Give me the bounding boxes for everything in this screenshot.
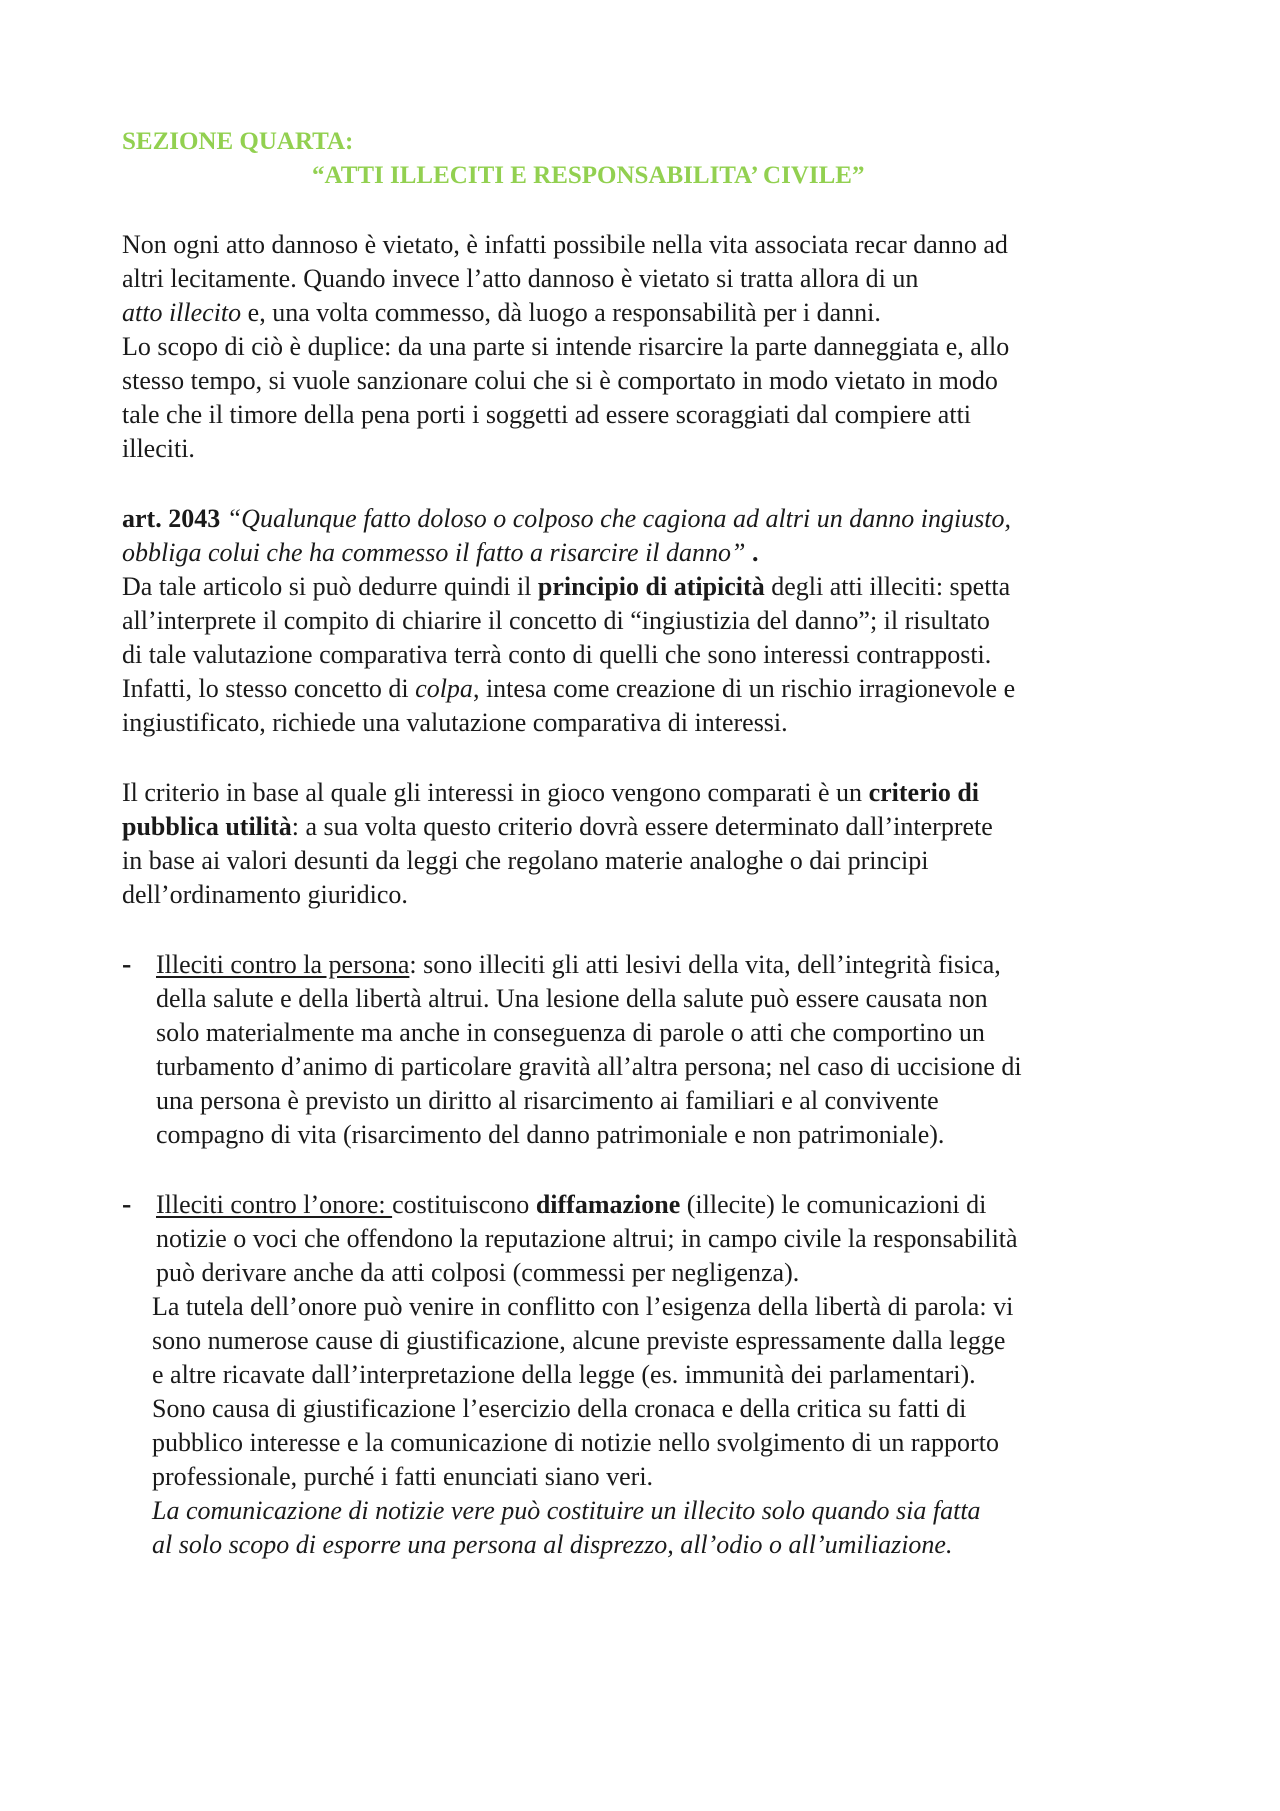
criterion-text: : a sua volta questo criterio dovrà essere determinato dall’interprete: [291, 812, 993, 841]
article-quote: obbliga colui che ha commesso il fatto a risarcire il danno”: [122, 538, 746, 567]
bullet-line: può derivare anche da atti colposi (commessi per negligenza).: [156, 1258, 800, 1287]
term-pubblica-utilita: pubblica utilità: [122, 812, 292, 841]
article-text: Infatti, lo stesso concetto di: [122, 674, 416, 703]
bullet-dash: -: [122, 949, 132, 980]
article-text: degli atti illeciti: spetta: [764, 572, 1011, 601]
bullet-label-onore: Illeciti contro l’onore:: [156, 1190, 393, 1219]
criterion-text: Il criterio in base al quale gli interessi in gioco vengono comparati è un: [122, 778, 869, 807]
intro-line: illeciti.: [122, 434, 195, 463]
section-title: “ATTI ILLECITI E RESPONSABILITA’ CIVILE”: [312, 162, 865, 189]
bullet-line: [156, 1188, 986, 1222]
term-atto-illecito: atto illecito: [122, 298, 242, 327]
criterion-line: dell’ordinamento giuridico.: [122, 880, 408, 909]
bullet-line: professionale, purché i fatti enunciati siano veri.: [152, 1462, 654, 1491]
quote-end: .: [745, 538, 759, 567]
article-line: ingiustificato, richiede una valutazione comparativa di interessi.: [122, 708, 788, 737]
bullet-label-persona: Illeciti contro la persona: [156, 950, 410, 979]
criterion-line: [122, 776, 979, 810]
section-heading: SEZIONE QUARTA:: [122, 128, 354, 155]
bullet-line: una persona è previsto un diritto al risarcimento ai familiari e al convivente: [156, 1086, 939, 1115]
article-ref: art. 2043: [122, 504, 221, 533]
bullet-line: [156, 948, 1001, 982]
criterion-line: [122, 810, 993, 844]
term-diffamazione: diffamazione: [535, 1190, 681, 1219]
bullet-line: sono numerose cause di giustificazione, alcune previste espressamente dalla legge: [152, 1326, 1006, 1355]
intro-line: Non ogni atto dannoso è vietato, è infatti possibile nella vita associata recar danno ad: [122, 230, 1008, 259]
term-principio-atipicita: principio di atipicità: [537, 572, 765, 601]
intro-line: Lo scopo di ciò è duplice: da una parte si intende risarcire la parte danneggiata e, allo: [122, 332, 1010, 361]
article-text: Da tale articolo si può dedurre quindi il: [122, 572, 538, 601]
bullet-line-italic: al solo scopo di esporre una persona al disprezzo, all’odio o all’umiliazione.: [152, 1530, 953, 1559]
article-line: [122, 672, 1015, 706]
bullet-line: della salute e della libertà altrui. Una lesione della salute può essere causata non: [156, 984, 988, 1013]
bullet-line: e altre ricavate dall’interpretazione della legge (es. immunità dei parlamentari).: [152, 1360, 976, 1389]
bullet-dash: -: [122, 1189, 132, 1220]
term-criterio: criterio di: [868, 778, 980, 807]
article-text: , intesa come creazione di un rischio irragionevole e: [472, 674, 1016, 703]
bullet-line: Sono causa di giustificazione l’esercizio della cronaca e della critica su fatti di: [152, 1394, 967, 1423]
bullet-line: solo materialmente ma anche in conseguenza di parole o atti che comportino un: [156, 1018, 985, 1047]
article-quote: “Qualunque fatto doloso o colposo che cagiona ad altri un danno ingiusto,: [220, 504, 1012, 533]
intro-line: stesso tempo, si vuole sanzionare colui che si è comportato in modo vietato in modo: [122, 366, 998, 395]
bullet-line-italic: La comunicazione di notizie vere può costituire un illecito solo quando sia fatta: [152, 1496, 981, 1525]
bullet-line: La tutela dell’onore può venire in conflitto con l’esigenza della libertà di parola: vi: [152, 1292, 1014, 1321]
bullet-text: (illecite) le comunicazioni di: [680, 1190, 987, 1219]
intro-line: tale che il timore della pena porti i soggetti ad essere scoraggiati dal compiere atti: [122, 400, 972, 429]
bullet-text: costituiscono: [392, 1190, 536, 1219]
intro-line: [122, 296, 881, 330]
article-line: [122, 502, 1011, 536]
criterion-line: in base ai valori desunti da leggi che regolano materie analoghe o dai principi: [122, 846, 929, 875]
bullet-line: pubblico interesse e la comunicazione di notizie nello svolgimento di un rapporto: [152, 1428, 999, 1457]
bullet-line: notizie o voci che offendono la reputazione altrui; in campo civile la responsabilità: [156, 1224, 1018, 1253]
bullet-line: turbamento d’animo di particolare gravità all’altra persona; nel caso di uccisione di: [156, 1052, 1022, 1081]
bullet-line: compagno di vita (risarcimento del danno patrimoniale e non patrimoniale).: [156, 1120, 945, 1149]
intro-line: altri lecitamente. Quando invece l’atto dannoso è vietato si tratta allora di un: [122, 264, 919, 293]
article-line: [122, 570, 1010, 604]
article-line: all’interprete il compito di chiarire il concetto di “ingiustizia del danno”; il risultato: [122, 606, 990, 635]
term-colpa: colpa: [415, 674, 473, 703]
intro-text: e, una volta commesso, dà luogo a responsabilità per i danni.: [241, 298, 881, 327]
article-line: di tale valutazione comparativa terrà conto di quelli che sono interessi contrapposti.: [122, 640, 992, 669]
article-line: [122, 536, 758, 570]
bullet-text: : sono illeciti gli atti lesivi della vita, dell’integrità fisica,: [409, 950, 1001, 979]
